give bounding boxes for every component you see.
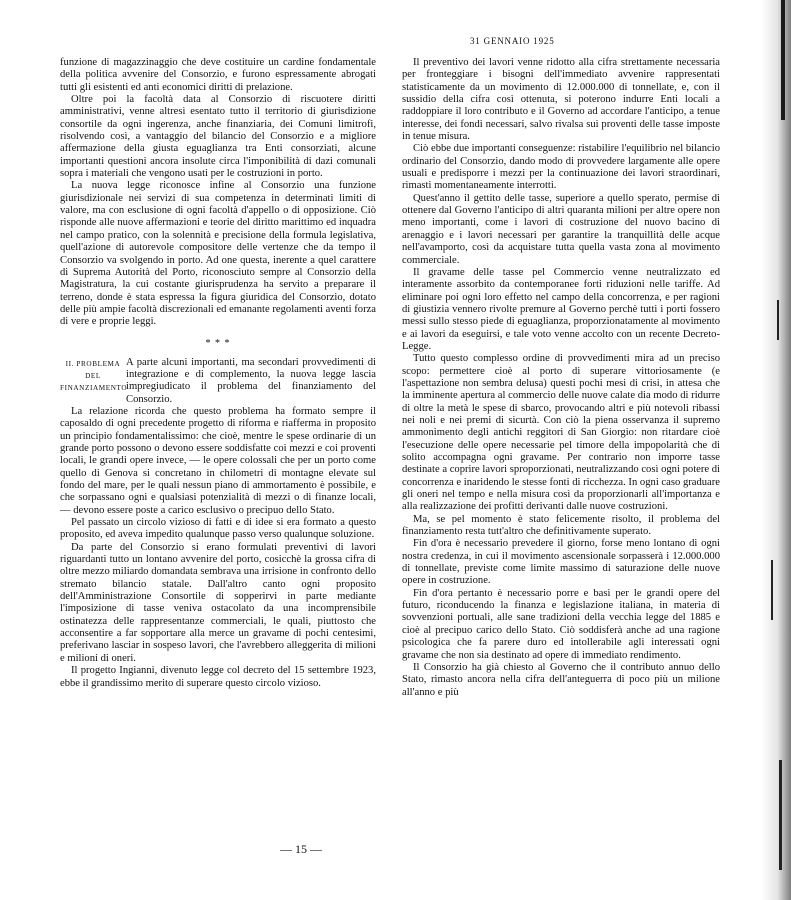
paragraph: Il preventivo dei lavori venne ridotto alla cifra strettamente necessaria per fronteggiare i bisogni dell'immediato avvenire rappresentati statisticamente da un movimento di 12.000.000 di tonnellate, e, con il sussidio della cifra così ottenuta, si poterono indurre Enti locali a raddoppiare il loro contributo e il Governo ad accordare l'anticipo, a tenue interesse, dei fondi necessari, salvo rivalsa sui proventi delle tasse imposte in tenue misura. — [402, 57, 720, 143]
section-first-paragraph: A parte alcuni importanti, ma secondari provvedimenti di integrazione e di complemento, la nuova legge lascia impregiudicato il problema del finanziamento del Consorzio. — [126, 356, 376, 405]
binding-speck — [777, 300, 779, 340]
paragraph: Ma, se pel momento è stato felicemente risolto, il problema del finanziamento resta tutt'altro che definitivamente superato. — [402, 513, 720, 538]
page-number: — 15 — — [280, 842, 322, 856]
paragraph: Fin d'ora è necessario prevedere il giorno, forse meno lontano di ogni nostra credenza, in cui il movimento ascensionale sorpasserà i 12.000.000 di tonnellate, previste come limite massimo di saturazione delle nuove opere in costruzione. — [402, 538, 720, 587]
binding-mark — [781, 0, 785, 120]
paragraph: Fin d'ora pertanto è necessario porre e basi per le grandi opere del futuro, riconducendo la finanza e legislazione italiana, in materia di sovvenzioni portuali, alle sane tradizioni della vecchia legge del 1885 e cioè al precipuo carico dello Stato. Ciò soddisferà anche ad una ragione psicologica che fa parere duro ed intollerabile agli interessati ogni gravame che non sia destinato ad opere di immediato rendimento. — [402, 587, 720, 661]
paragraph: Da parte del Consorzio si erano formulati preventivi di lavori riguardanti tutto un lontano avvenire del porto, cosicchè la grossa cifra di oltre mezzo miliardo domandata sembrava una irrisione in confronto dello stremato bilancio statale. Dall'altro canto ogni proposito dell'Amministrazione Consortile di sopperirvi in parte mediante l'imposizione di tasse veniva ostacolato da una incomprensibile ostinatezza delle rappresentanze commerciali, le quali, piuttosto che acconsentire a far sopportare alla merce un gravame di pochi centesimi, preferivano lasciar in sospeso lavori, che l'avrebbero alleggerita di milioni e milioni di oneri. — [60, 541, 376, 664]
section-separator: * * * — [205, 337, 231, 349]
paragraph: Pel passato un circolo vizioso di fatti e di idee si era formato a questo proposito, ed aveva impedito qualunque passo verso qualunque soluzione. — [60, 517, 376, 541]
binding-speck — [771, 560, 773, 620]
section-label-line: FINANZIAMENTO — [60, 384, 128, 393]
binding-speck — [779, 760, 782, 870]
binding-shadow — [761, 0, 791, 900]
section-label-line: II. PROBLEMA — [65, 359, 121, 368]
header-date: 31 GENNAIO 1925 — [470, 36, 555, 46]
right-column — [402, 57, 720, 837]
paragraph: funzione di magazzinaggio che deve costituire un cardine fondamentale della politica avvenire del Consorzio, e furono espressamente abrogati tutti gli esistenti ed anti economici diritti di prelazione. — [60, 57, 376, 93]
section-side-label — [60, 357, 126, 406]
section-finanziamento — [60, 357, 376, 406]
paragraph: Quest'anno il gettito delle tasse, superiore a quello sperato, permise di ottenere dal Governo l'anticipo di altri quaranta milioni per altre opere non meno importanti, come i lavori di costruzione del nuovo bacino di arenaggio e i lavori necessari per garantire la tranquillità delle acque nell'avamporto, così da acquistare tutta quella vasta zona al movimento commerciale. — [402, 192, 720, 266]
paragraph: Oltre poi la facoltà data al Consorzio di riscuotere diritti amministrativi, venne altresì esentato tutto il territorio di giurisdizione consortile da ogni ingerenza, anche finanziaria, dei Comuni limitrofi, risolvendo così, a vantaggio del bilancio del Consorzio e a migliore affermazione della giusta eguaglianza tra Enti consorziati, alcune importanti questioni ancora insolute circa l'imponibilità di dazi comunali sopra i materiali che vengono usati per le costruzioni in porto. — [60, 94, 376, 180]
paragraph: La nuova legge riconosce infine al Consorzio una funzione giurisdizionale nei servizi di sua competenza in determinati limiti di valore, ma con esclusione di ogni facoltà d'appello o di opposizione. Ciò risponde alle nuove affermazioni e teorie del diritto marittimo ed inquadra nel campo pratico, con la solennità e precisione della formula legislativa, quell'azione di autorevole compositore delle vertenze che da tempo il Consorzio va svolgendo in porto. Ad one questa, inerente a quel carattere di Suprema Autorità del Porto, riconosciuto sempre al Consorzio della Magistratura, la cui costante giurisprudenza ha servito a preparare il terreno, donde è stata espressa la figura giuridica del Consorzio, dotato delle più ampie facoltà discrezionali ed emanante regolamenti aventi forza di vere e proprie leggi. — [60, 180, 376, 328]
paragraph: Tutto questo complesso ordine di provvedimenti mira ad un preciso scopo: permettere cioè al porto di superare vittoriosamente (e l'aspettazione non sembra delusa) questi pochi mesi di crisi, in attesa che la imminente apertura al commercio delle nuove calate dia modo di ridurre di oltre la metà le spese di sbarco, provocando altri e più notevoli ribassi nei noli e nei premi di sicurtà. Con ciò la piena osservanza il supremo ammonimento degli antichi reggitori di San Giorgio: non ritardare cioè l'esecuzione delle opere necessarie pel timore della impopolarità che di solito accompagna ogni gravame. Per contrario non imporre tasse destinate a coprire lavori sproporzionati, neutralizzando così ogni potere di concorrenza e inaridendo le stesse fonti di ricchezza. In ogni caso graduare gli oneri nel tempo e nella misura così da proporzionarli all'importanza e alla realizzazione dei profitti derivanti dalle nuove costruzioni. — [402, 353, 720, 513]
paragraph: Il progetto Ingianni, divenuto legge col decreto del 15 settembre 1923, ebbe il grandissimo merito di superare questo circolo vizioso. — [60, 665, 376, 689]
paragraph: Il gravame delle tasse pel Commercio venne neutralizzato ed interamente assorbito da contemporanee forti riduzioni nelle tariffe. Ad eliminare poi ogni loro effetto nel campo della concorrenza, e per ragioni di giustizia vennero rivolte premure al Governo perchè tutti i porti fossero messi sullo stesso piede di eguaglianza, proporzionatamente al movimento e ai lavori da eseguirsi, e tale voto venne accolto con un recente Decreto-Legge. — [402, 266, 720, 352]
paragraph: Il Consorzio ha già chiesto al Governo che il contributo annuo dello Stato, rimasto ancora nella cifra dell'anteguerra di poco più un milione all'anno e più — [402, 661, 720, 698]
paragraph: Ciò ebbe due importanti conseguenze: ristabilire l'equilibrio nel bilancio ordinario del Consorzio, dando modo di provvedere largamente alle opere usuali e predisporre i mezzi per la continuazione dei lavori straordinari, rimasti momentaneamente interrotti. — [402, 143, 720, 192]
left-column — [60, 57, 376, 817]
section-label-line: DEL — [85, 371, 101, 380]
paragraph: La relazione ricorda che questo problema ha formato sempre il caposaldo di ogni precedente progetto di riforma e riafferma in proposito un principio fondamentalissimo: che cioè, mentre le spese ordinarie di un grande porto possono o devono essere soddisfatte coi mezzi e coi proventi locali, le grandi opere invece, — le opere colossali che per un porto come quello di Genova si concretano in chilometri di montagne elevate sul fondo del mare, per le quali nessun piano di ammortamento è possibile, e che sorpassano ogni e qualsiasi potenzialità di mezzi o di finanze locali, — devono essere poste a carico esclusivo o precipuo dello Stato. — [60, 405, 376, 516]
